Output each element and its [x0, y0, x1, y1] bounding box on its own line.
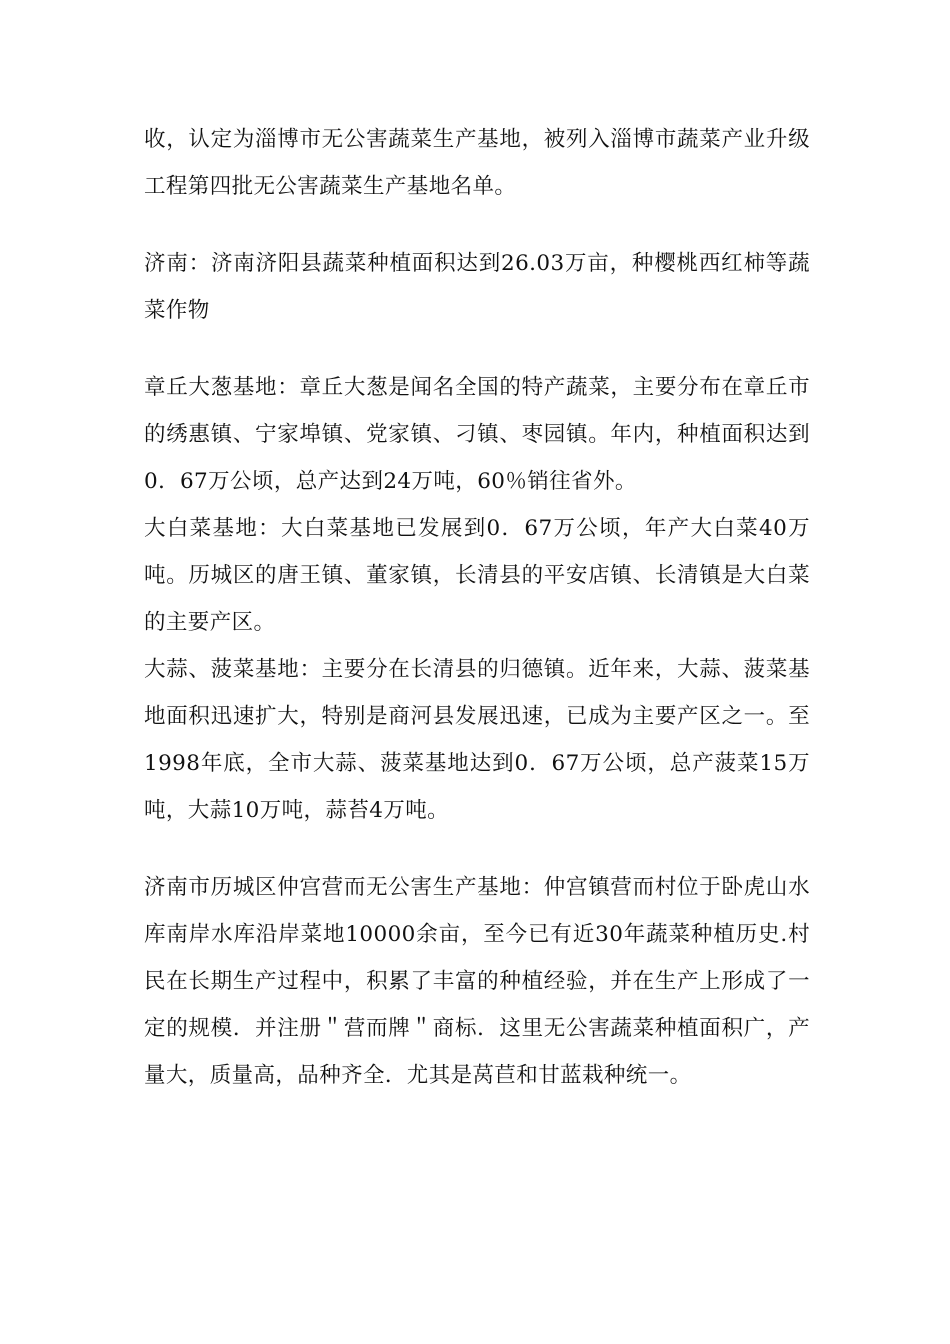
document-body — [144, 116, 810, 1099]
paragraph-zhangqiu-scallion: 章丘大葱基地：章丘大葱是闻名全国的特产蔬菜，主要分布在章丘市的绣惠镇、宁家埠镇、党家镇、刁镇、枣园镇。年内，种植面积达到0．67万公顷，总产达到24万吨，60％销往省外。 — [144, 375, 810, 494]
paragraph-zibo-continuation: 收，认定为淄博市无公害蔬菜生产基地，被列入淄博市蔬菜产业升级工程第四批无公害蔬菜生产基地名单。 — [144, 127, 810, 199]
paragraph-jinan-jiyang: 济南：济南济阳县蔬菜种植面积达到26.03万亩，种樱桃西红柿等蔬菜作物 — [144, 251, 810, 323]
paragraph-licheng-zhonggong: 济南市历城区仲宫营而无公害生产基地：仲宫镇营而村位于卧虎山水库南岸水库沿岸菜地10000余亩，至今已有近30年蔬菜种植历史.村民在长期生产过程中，积累了丰富的种植经验，并在生产上形成了一定的规模．并注册＂营而牌＂商标．这里无公害蔬菜种植面积广，产量大，质量高，品种齐全．尤其是莴苣和甘蓝栽种统一。 — [144, 875, 810, 1088]
paragraph-chinese-cabbage: 大白菜基地：大白菜基地已发展到0．67万公顷，年产大白菜40万吨。历城区的唐王镇、董家镇，长清县的平安店镇、长清镇是大白菜的主要产区。 — [144, 516, 810, 635]
paragraph-garlic-spinach: 大蒜、菠菜基地：主要分在长清县的归德镇。近年来，大蒜、菠菜基地面积迅速扩大，特别是商河县发展迅速，已成为主要产区之一。至1998年底，全市大蒜、菠菜基地达到0．67万公顷，总产菠菜15万吨，大蒜10万吨，蒜苔4万吨。 — [144, 657, 810, 823]
